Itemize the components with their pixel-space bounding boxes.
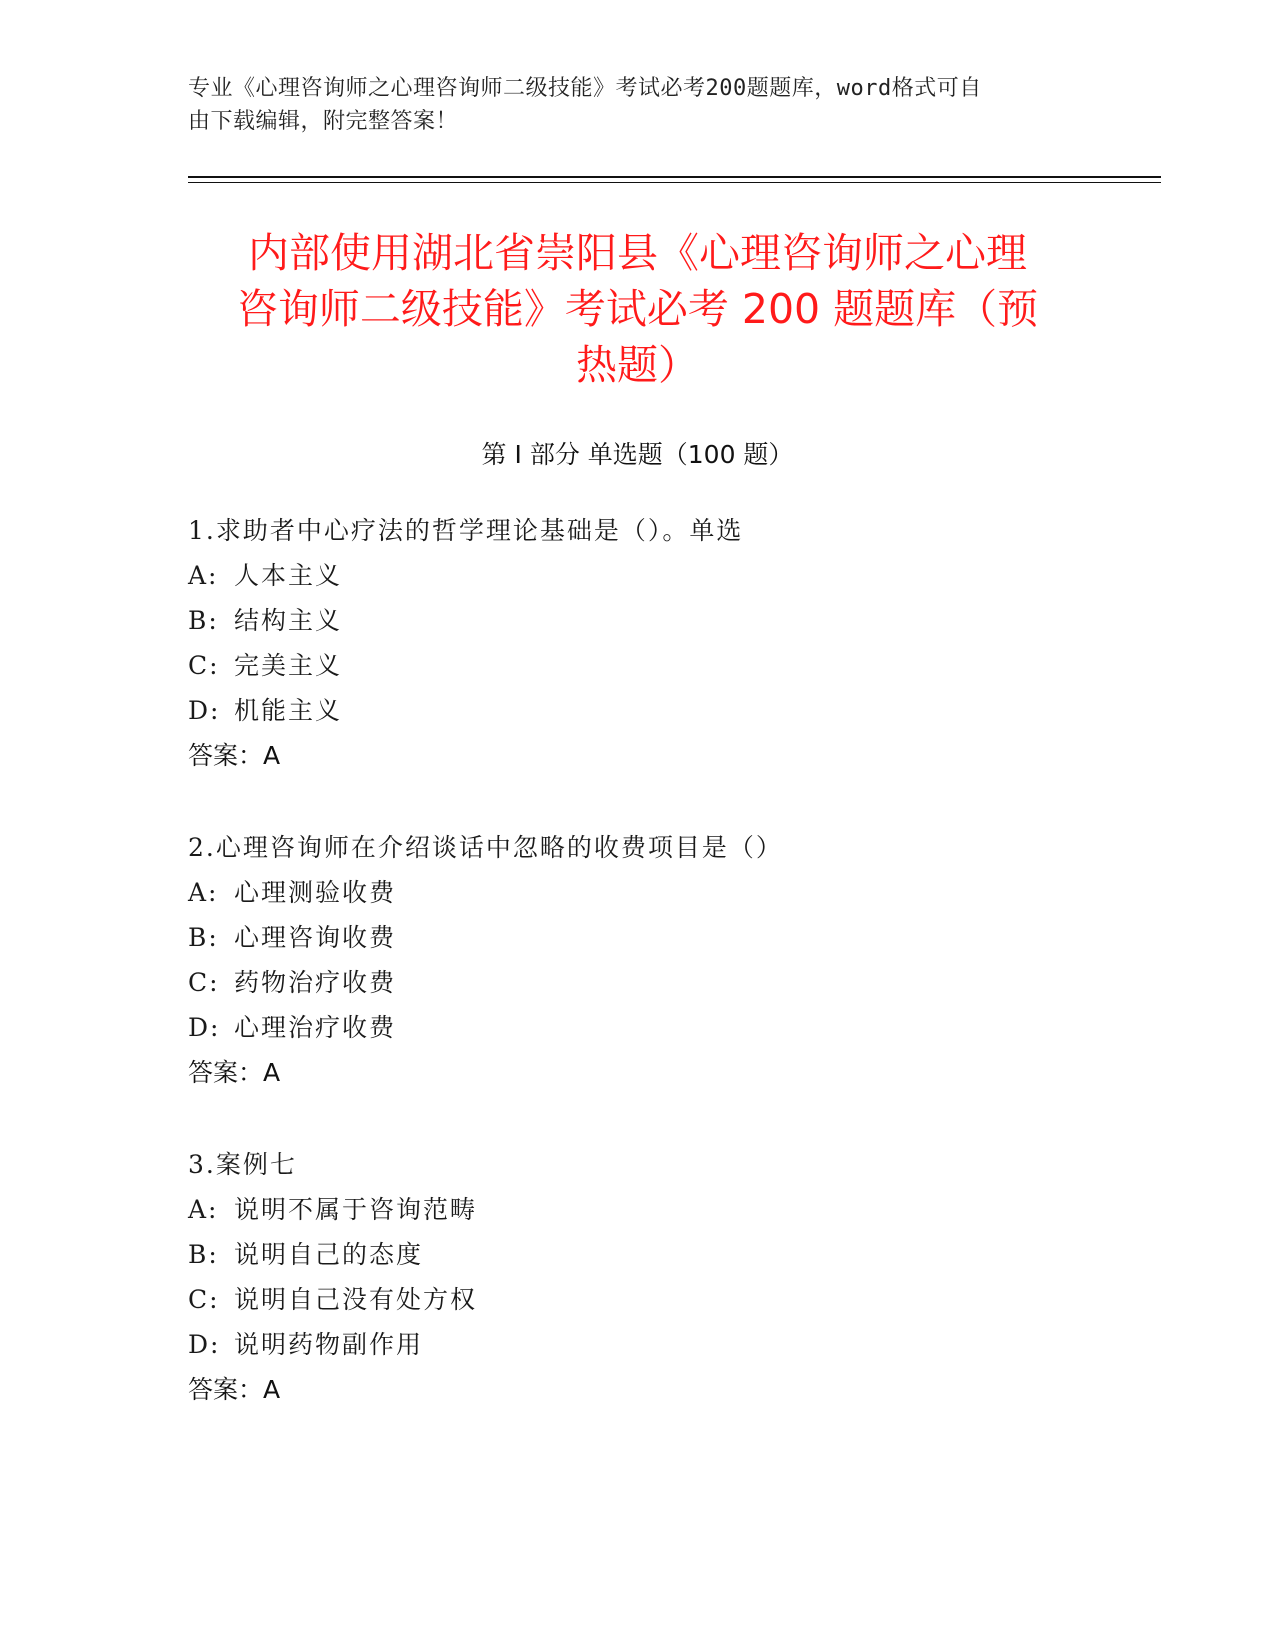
document-title-line-2: 咨询师二级技能》考试必考 200 题题库（预: [236, 285, 1039, 333]
option-text: 心理咨询收费: [234, 923, 397, 952]
option-text: 机能主义: [234, 696, 343, 725]
header-note-line-1: 专业《心理咨询师之心理咨询师二级技能》考试必考200题题库，word格式可自: [188, 76, 982, 101]
option-key: A:: [188, 561, 219, 590]
option-b: [188, 598, 1088, 643]
header-divider-thick: [188, 176, 1161, 178]
option-a: [188, 870, 1088, 915]
option-text: 药物治疗收费: [234, 968, 397, 997]
option-key: C:: [188, 968, 220, 997]
option-key: B:: [188, 923, 219, 952]
option-key: A:: [188, 1195, 219, 1224]
option-key: C:: [188, 1285, 220, 1314]
document-title-line-1: 内部使用湖北省崇阳县《心理咨询师之心理: [248, 229, 1027, 277]
option-c: [188, 960, 1088, 1005]
option-d: [188, 688, 1088, 733]
question-stem: 2.心理咨询师在介绍谈话中忽略的收费项目是（）: [188, 833, 783, 862]
option-d: [188, 1005, 1088, 1050]
option-text: 说明自己的态度: [234, 1240, 424, 1269]
option-key: B:: [188, 606, 219, 635]
option-key: D:: [188, 1330, 221, 1359]
option-text: 说明药物副作用: [234, 1330, 424, 1359]
option-c: [188, 643, 1088, 688]
question-stem: 3.案例七: [188, 1150, 297, 1179]
question-2: [188, 825, 1088, 1095]
option-a: [188, 1187, 1088, 1232]
section-heading: 第 I 部分 单选题（100 题）: [481, 440, 794, 469]
document-title: [188, 225, 1087, 393]
header-note: [188, 72, 1068, 138]
option-key: A:: [188, 878, 219, 907]
answer-line: 答案：A: [188, 1058, 281, 1087]
option-c: [188, 1277, 1088, 1322]
option-text: 完美主义: [234, 651, 343, 680]
option-text: 说明自己没有处方权: [234, 1285, 478, 1314]
option-text: 心理治疗收费: [234, 1013, 397, 1042]
option-key: D:: [188, 1013, 221, 1042]
option-d: [188, 1322, 1088, 1367]
option-text: 心理测验收费: [234, 878, 397, 907]
option-b: [188, 1232, 1088, 1277]
answer-line: 答案：A: [188, 741, 281, 770]
option-text: 说明不属于咨询范畴: [234, 1195, 478, 1224]
option-key: D:: [188, 696, 221, 725]
option-text: 结构主义: [234, 606, 343, 635]
question-3: [188, 1142, 1088, 1412]
document-title-line-3: 热题）: [576, 341, 699, 389]
option-b: [188, 915, 1088, 960]
option-key: B:: [188, 1240, 219, 1269]
header-note-line-2: 由下载编辑，附完整答案！: [188, 109, 459, 134]
answer-line: 答案：A: [188, 1375, 281, 1404]
header-divider-thin: [188, 182, 1161, 183]
question-stem: 1.求助者中心疗法的哲学理论基础是（）。单选: [188, 516, 744, 545]
option-text: 人本主义: [234, 561, 343, 590]
option-key: C:: [188, 651, 220, 680]
option-a: [188, 553, 1088, 598]
question-1: [188, 508, 1088, 778]
